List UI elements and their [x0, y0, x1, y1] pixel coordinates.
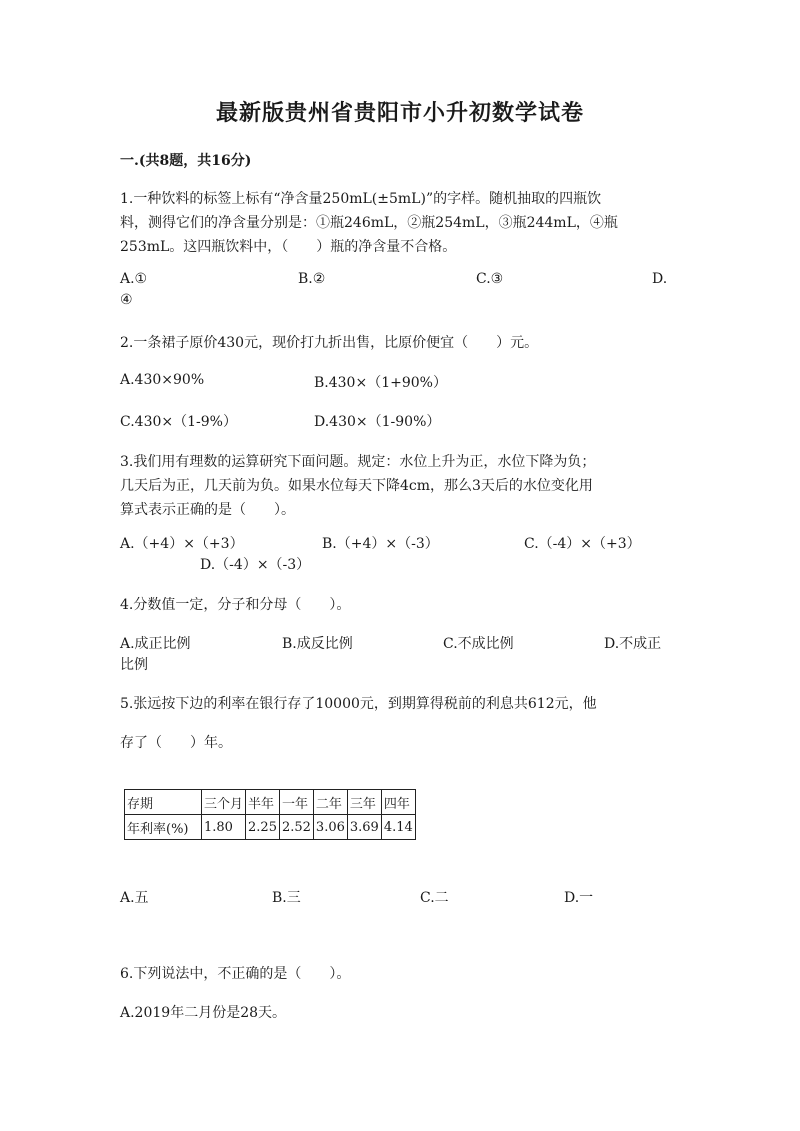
q1-option-d[interactable]: D. [652, 271, 668, 287]
q1-line-1: 1.一种饮料的标签上标有“净含量250mL(±5mL)”的字样。随机抽取的四瓶饮 [120, 191, 602, 207]
table-header-row [125, 790, 416, 815]
interest-rate-table [124, 789, 416, 840]
table-cell: 3.06 [313, 815, 347, 840]
q3-option-c[interactable]: C.（-4）×（+3） [524, 536, 641, 552]
q4-option-b[interactable]: B.成反比例 [282, 636, 353, 652]
q6-line: 6.下列说法中，不正确的是（ ）。 [120, 966, 351, 982]
table-header-cell: 半年 [246, 790, 280, 815]
q2-option-d[interactable]: D.430×（1-90%） [314, 414, 441, 430]
q5-option-d[interactable]: D.一 [564, 890, 594, 906]
table-header-cell: 三年 [347, 790, 381, 815]
q3-line-2: 几天后为正，几天前为负。如果水位每天下降4cm，那么3天后的水位变化用 [120, 478, 593, 494]
table-header-cell: 一年 [279, 790, 313, 815]
q4-option-d-wrap: 比例 [120, 657, 148, 673]
table-cell: 3.69 [347, 815, 381, 840]
table-row [125, 815, 416, 840]
q1-option-d-wrap: ④ [120, 292, 133, 308]
q4-option-a[interactable]: A.成正比例 [120, 636, 191, 652]
table-header-cell: 四年 [381, 790, 415, 815]
q2-option-b[interactable]: B.430×（1+90%） [314, 375, 447, 391]
q1-option-c[interactable]: C.③ [476, 271, 504, 287]
q1-line-3: 253mL。这四瓶饮料中，（ ）瓶的净含量不合格。 [120, 239, 457, 255]
q3-line-1: 3.我们用有理数的运算研究下面问题。规定：水位上升为正，水位下降为负； [120, 454, 596, 470]
q5-option-a[interactable]: A.五 [120, 890, 149, 906]
table-cell: 1.80 [202, 815, 246, 840]
q2-option-a[interactable]: A.430×90% [120, 372, 205, 388]
section-heading: 一.(共8题，共16分) [120, 153, 252, 169]
q5-line-1: 5.张远按下边的利率在银行存了10000元，到期算得税前的利息共612元，他 [120, 696, 597, 712]
q3-option-b[interactable]: B.（+4）×（-3） [322, 536, 439, 552]
table-cell: 4.14 [381, 815, 415, 840]
q4-line: 4.分数值一定，分子和分母（ ）。 [120, 597, 351, 613]
q2-option-c[interactable]: C.430×（1-9%） [120, 414, 237, 430]
q1-option-b[interactable]: B.② [298, 271, 326, 287]
table-header-cell: 存期 [125, 790, 202, 815]
table-cell: 2.25 [246, 815, 280, 840]
q4-option-d[interactable]: D.不成正 [604, 636, 662, 652]
q5-option-c[interactable]: C.二 [420, 890, 449, 906]
page-title: 最新版贵州省贵阳市小升初数学试卷 [215, 100, 584, 126]
q4-option-c[interactable]: C.不成比例 [443, 636, 514, 652]
table-cell: 年利率(%) [125, 815, 202, 840]
q3-option-a[interactable]: A.（+4）×（+3） [120, 536, 244, 552]
table-cell: 2.52 [279, 815, 313, 840]
q3-option-d[interactable]: D.（-4）×（-3） [200, 557, 311, 573]
q5-option-b[interactable]: B.三 [272, 890, 301, 906]
q1-option-a[interactable]: A.① [120, 271, 148, 287]
q5-line-2: 存了（ ）年。 [120, 735, 232, 751]
table-header-cell: 三个月 [202, 790, 246, 815]
q1-line-2: 料，测得它们的净含量分别是：①瓶246mL，②瓶254mL，③瓶244mL，④瓶 [120, 215, 618, 231]
q3-line-3: 算式表示正确的是（ ）。 [120, 502, 295, 518]
table-header-cell: 二年 [313, 790, 347, 815]
q6-option-a[interactable]: A.2019年二月份是28天。 [120, 1005, 287, 1021]
q2-line: 2.一条裙子原价430元，现价打九折出售，比原价便宜（ ）元。 [120, 335, 539, 351]
